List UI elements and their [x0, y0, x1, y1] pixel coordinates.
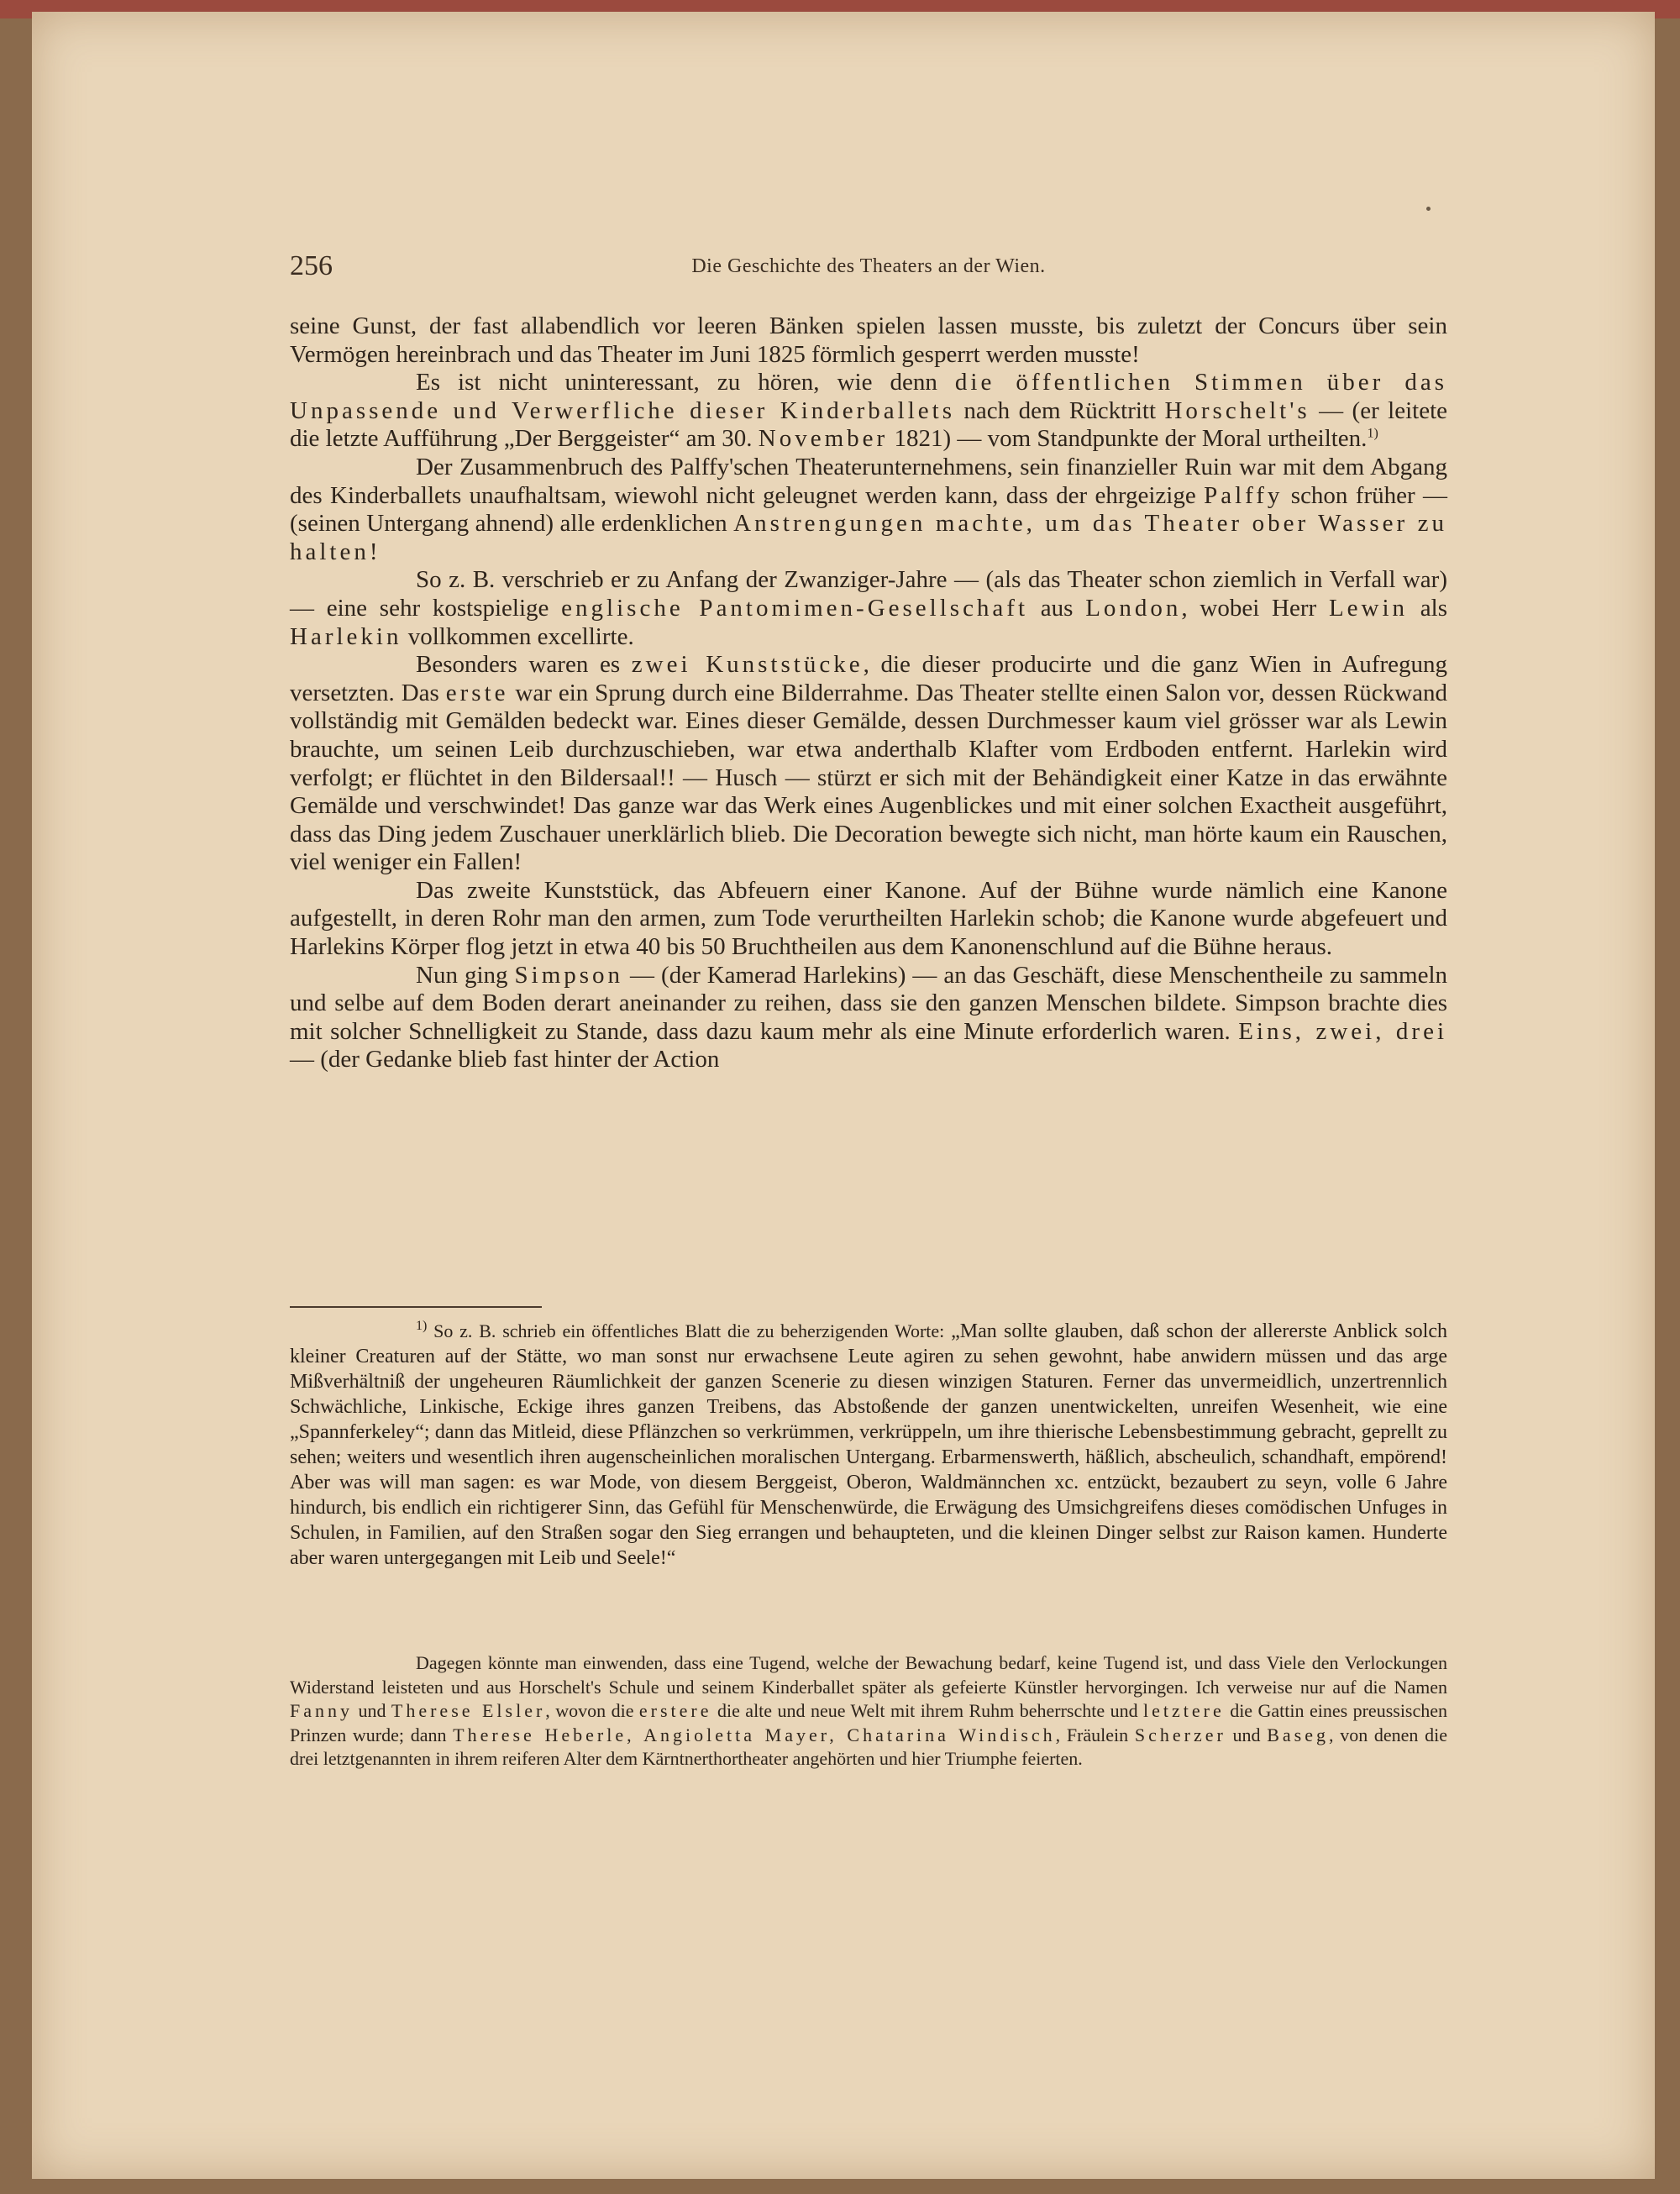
text-run: , wovon die — [545, 1700, 639, 1721]
paragraph-7 — [290, 962, 1447, 1074]
footnote-reference: 1) — [1367, 426, 1378, 441]
spaced-emphasis: Eins, zwei, drei — [1238, 1017, 1448, 1045]
page-header — [290, 250, 1447, 284]
spaced-emphasis: Harlekin — [290, 622, 402, 650]
spaced-emphasis: Lewin — [1328, 594, 1409, 622]
spaced-emphasis: Horschelt's — [1164, 396, 1310, 424]
footnote-quote — [290, 1319, 1447, 1571]
footnote-mark: 1) — [416, 1319, 428, 1333]
spaced-emphasis: Scherzer — [1134, 1724, 1226, 1745]
paragraph-6: Das zweite Kunststück, das Abfeuern einer Kanone. Auf der Bühne wurde nämlich eine Kanone aufgestellt, in deren Rohr man den armen, zum Tode verurtheilten Harlekin schob; die Kanone wurde abgefeuert und Harlekins Körper flog jetzt in etwa 40 bis 50 Bruchtheilen aus dem Kanonenschlund auf die Bühne heraus. — [290, 876, 1447, 961]
spaced-emphasis: erstere — [638, 1700, 712, 1721]
text-run: — (der Gedanke blieb fast hinter der Action — [290, 1046, 720, 1073]
text-run: nach dem Rücktritt — [955, 396, 1165, 424]
paragraph-5 — [290, 651, 1447, 877]
footnote-lead: So z. B. schrieb ein öffentliches Blatt die zu beherzigenden Worte: — [427, 1320, 952, 1341]
text-run: , Fräulein — [1055, 1724, 1135, 1745]
footnote-commentary — [290, 1651, 1447, 1771]
spaced-emphasis: November — [758, 425, 889, 453]
spaced-emphasis: die öffentlichen Stimmen über das Unpassende und Verwerfliche dieser Kinderballets — [290, 369, 1448, 424]
footnote-paragraph — [290, 1319, 1447, 1571]
text-run: und — [1226, 1724, 1268, 1745]
text-run: Nun ging — [416, 961, 515, 989]
page-number: 256 — [290, 250, 333, 281]
text-run: die Gattin eines preussischen Prinzen wurde; dann — [290, 1700, 1448, 1745]
text-run: , von denen die drei letztgenannten in ihrem reiferen Alter dem Kärntnerthortheater angehörten und hier Triumphe feierten. — [290, 1724, 1448, 1769]
text-run: und — [353, 1700, 391, 1721]
spaced-emphasis: London — [1085, 594, 1182, 622]
paragraph-1: seine Gunst, der fast allabendlich vor leeren Bänken spielen lassen musste, bis zuletzt der Concurs über sein Vermögen hereinbrach und das Theater im Juni 1825 förmlich gesperrt werden musste! — [290, 312, 1447, 368]
text-run: , wobei Herr — [1181, 594, 1329, 622]
text-run: — (er leitete die letzte Aufführung „Der Berggeister“ am 30. — [290, 396, 1448, 453]
spaced-emphasis: letztere — [1143, 1700, 1225, 1721]
paragraph-3 — [290, 454, 1447, 566]
text-run: als — [1408, 594, 1447, 622]
text-run: So z. B. verschrieb er zu Anfang der Zwanziger-Jahre — (als das Theater schon ziemlich in Verfall war) — eine sehr kostspielige — [290, 566, 1447, 622]
text-run: schon früher — (seinen Untergang ahnend) alle erdenklichen — [290, 481, 1447, 538]
text-run: vollkommen excellirte. — [402, 622, 634, 650]
spaced-emphasis: Therese Heberle, Angioletta Mayer, Chatarina Windisch — [453, 1724, 1056, 1745]
spaced-emphasis: erste — [445, 679, 509, 706]
main-text — [290, 312, 1447, 1074]
footnote-rule — [290, 1306, 542, 1308]
footnote-quote-text: „Man sollte glauben, daß schon der allererste Anblick solch kleiner Creaturen auf der Stätte, wo man sonst nur erwachsene Leute agiren zu sehen gewohnt, habe anwidern müssen und das arge Mißverhältniß der ungeheuren Räumlichkeit der ganzen Scenerie zu diesen winzigen Staturen. Ferner das unvermeidlich, unzertrennlich Schwächliche, Linkische, Eckige ihres ganzen Treibens, das Abstoßende der ganzen unentwickelten, unreifen Wesenheit, wie eine „Spannferkeley“; dann das Mitleid, diese Pflänzchen so verkrümmen, verkrüppeln, um ihre thierische Lebensbestimmung gebracht, geprellt zu sehen; weiters und wesentlich ihren augenscheinlichen moralischen Untergang. Erbarmenswerth, häßlich, abscheulich, schandhaft, empörend! Aber was will man sagen: es war Mode, von diesem Berggeist, Oberon, Waldmännchen xc. entzückt, bezaubert zu seyn, volle 6 Jahre hindurch, bis endlich ein richtigerer Sinn, das Gefühl für Menschenwürde, die Erwägung des Umsichgreifens dieses comödischen Unfuges in Schulen, in Familien, auf den Straßen sogar den Sieg errangen und behaupteten, und die kleinen Dinger selbst zur Raison kamen. Hunderte aber waren untergegangen mit Leib und Seele!“ — [290, 1320, 1447, 1569]
text-run: 1821) — vom Standpunkte der Moral urtheilten. — [888, 425, 1368, 453]
spaced-emphasis: Therese Elsler — [391, 1700, 546, 1721]
text-run: Der Zusammenbruch des Palffy'schen Theaterunternehmens, sein finanzieller Ruin war mit dem Abgang des Kinderballets unaufhaltsam, wiewohl nicht geleugnet werden kann, dass der ehrgeizige — [290, 453, 1447, 509]
text-run: Es ist nicht uninteressant, zu hören, wie denn — [416, 369, 955, 396]
text-run: war ein Sprung durch eine Bilderrahme. Das Theater stellte einen Salon vor, dessen Rückwand vollständig mit Gemälden bedeckt war. Eines dieser Gemälde, dessen Durchmesser kaum viel grösser war als Lewin brauchte, um seinen Leib durchzuschieben, war etwa anderthalb Klafter vom Erdboden entfernt. Harlekin wird verfolgt; er flüchtet in den Bildersaal!! — Husch — stürzt er sich mit der Behändigkeit einer Katze in das erwähnte Gemälde und verschwindet! Das ganze war das Werk eines Augenblickes und mit einer solchen Exactheit ausgeführt, dass das Ding jedem Zuschauer unerklärlich blieb. Die Decoration bewegte sich nicht, man hörte kaum ein Rauschen, viel weniger ein Fallen! — [290, 679, 1447, 876]
text-run: aus — [1028, 594, 1086, 622]
paragraph-2 — [290, 369, 1447, 454]
running-head: Die Geschichte des Theaters an der Wien. — [691, 255, 1046, 277]
text-run: Besonders waren es — [416, 651, 632, 679]
spaced-emphasis: Palffy — [1204, 481, 1284, 509]
spaced-emphasis: zwei Kunststücke — [631, 651, 864, 679]
ink-speck — [1426, 207, 1431, 211]
spaced-emphasis: Simpson — [514, 961, 624, 989]
text-run: Dagegen könnte man einwenden, dass eine Tugend, welche der Bewachung bedarf, keine Tugend ist, und dass Viele den Verlockungen Widerstand leisteten und aus Horschelt's Schule und seinem Kinderballet später als gefeierte Künstler hervorgingen. Ich verweise nur auf die Namen — [290, 1652, 1447, 1698]
footnote-commentary-paragraph — [290, 1651, 1447, 1771]
text-run: , die dieser producirte und die ganz Wien in Aufregung versetzten. Das — [290, 651, 1447, 706]
paragraph-4 — [290, 566, 1447, 651]
spaced-emphasis: englische Pantomimen-Gesellschaft — [561, 594, 1029, 622]
spaced-emphasis: Anstrengungen machte, um das Theater ober Wasser zu halten! — [290, 510, 1448, 565]
spaced-emphasis: Baseg — [1267, 1724, 1329, 1745]
text-run: — (der Kamerad Harlekins) — an das Geschäft, diese Menschentheile zu sammeln und selbe auf dem Boden derart aneinander zu reihen, dass sie den ganzen Menschen bildete. Simpson brachte dies mit solcher Schnelligkeit zu Stande, dass dazu kaum mehr als eine Minute erforderlich waren. — [290, 961, 1448, 1045]
spaced-emphasis: Fanny — [290, 1700, 353, 1721]
text-run: die alte und neue Welt mit ihrem Ruhm beherrschte und — [711, 1700, 1144, 1721]
